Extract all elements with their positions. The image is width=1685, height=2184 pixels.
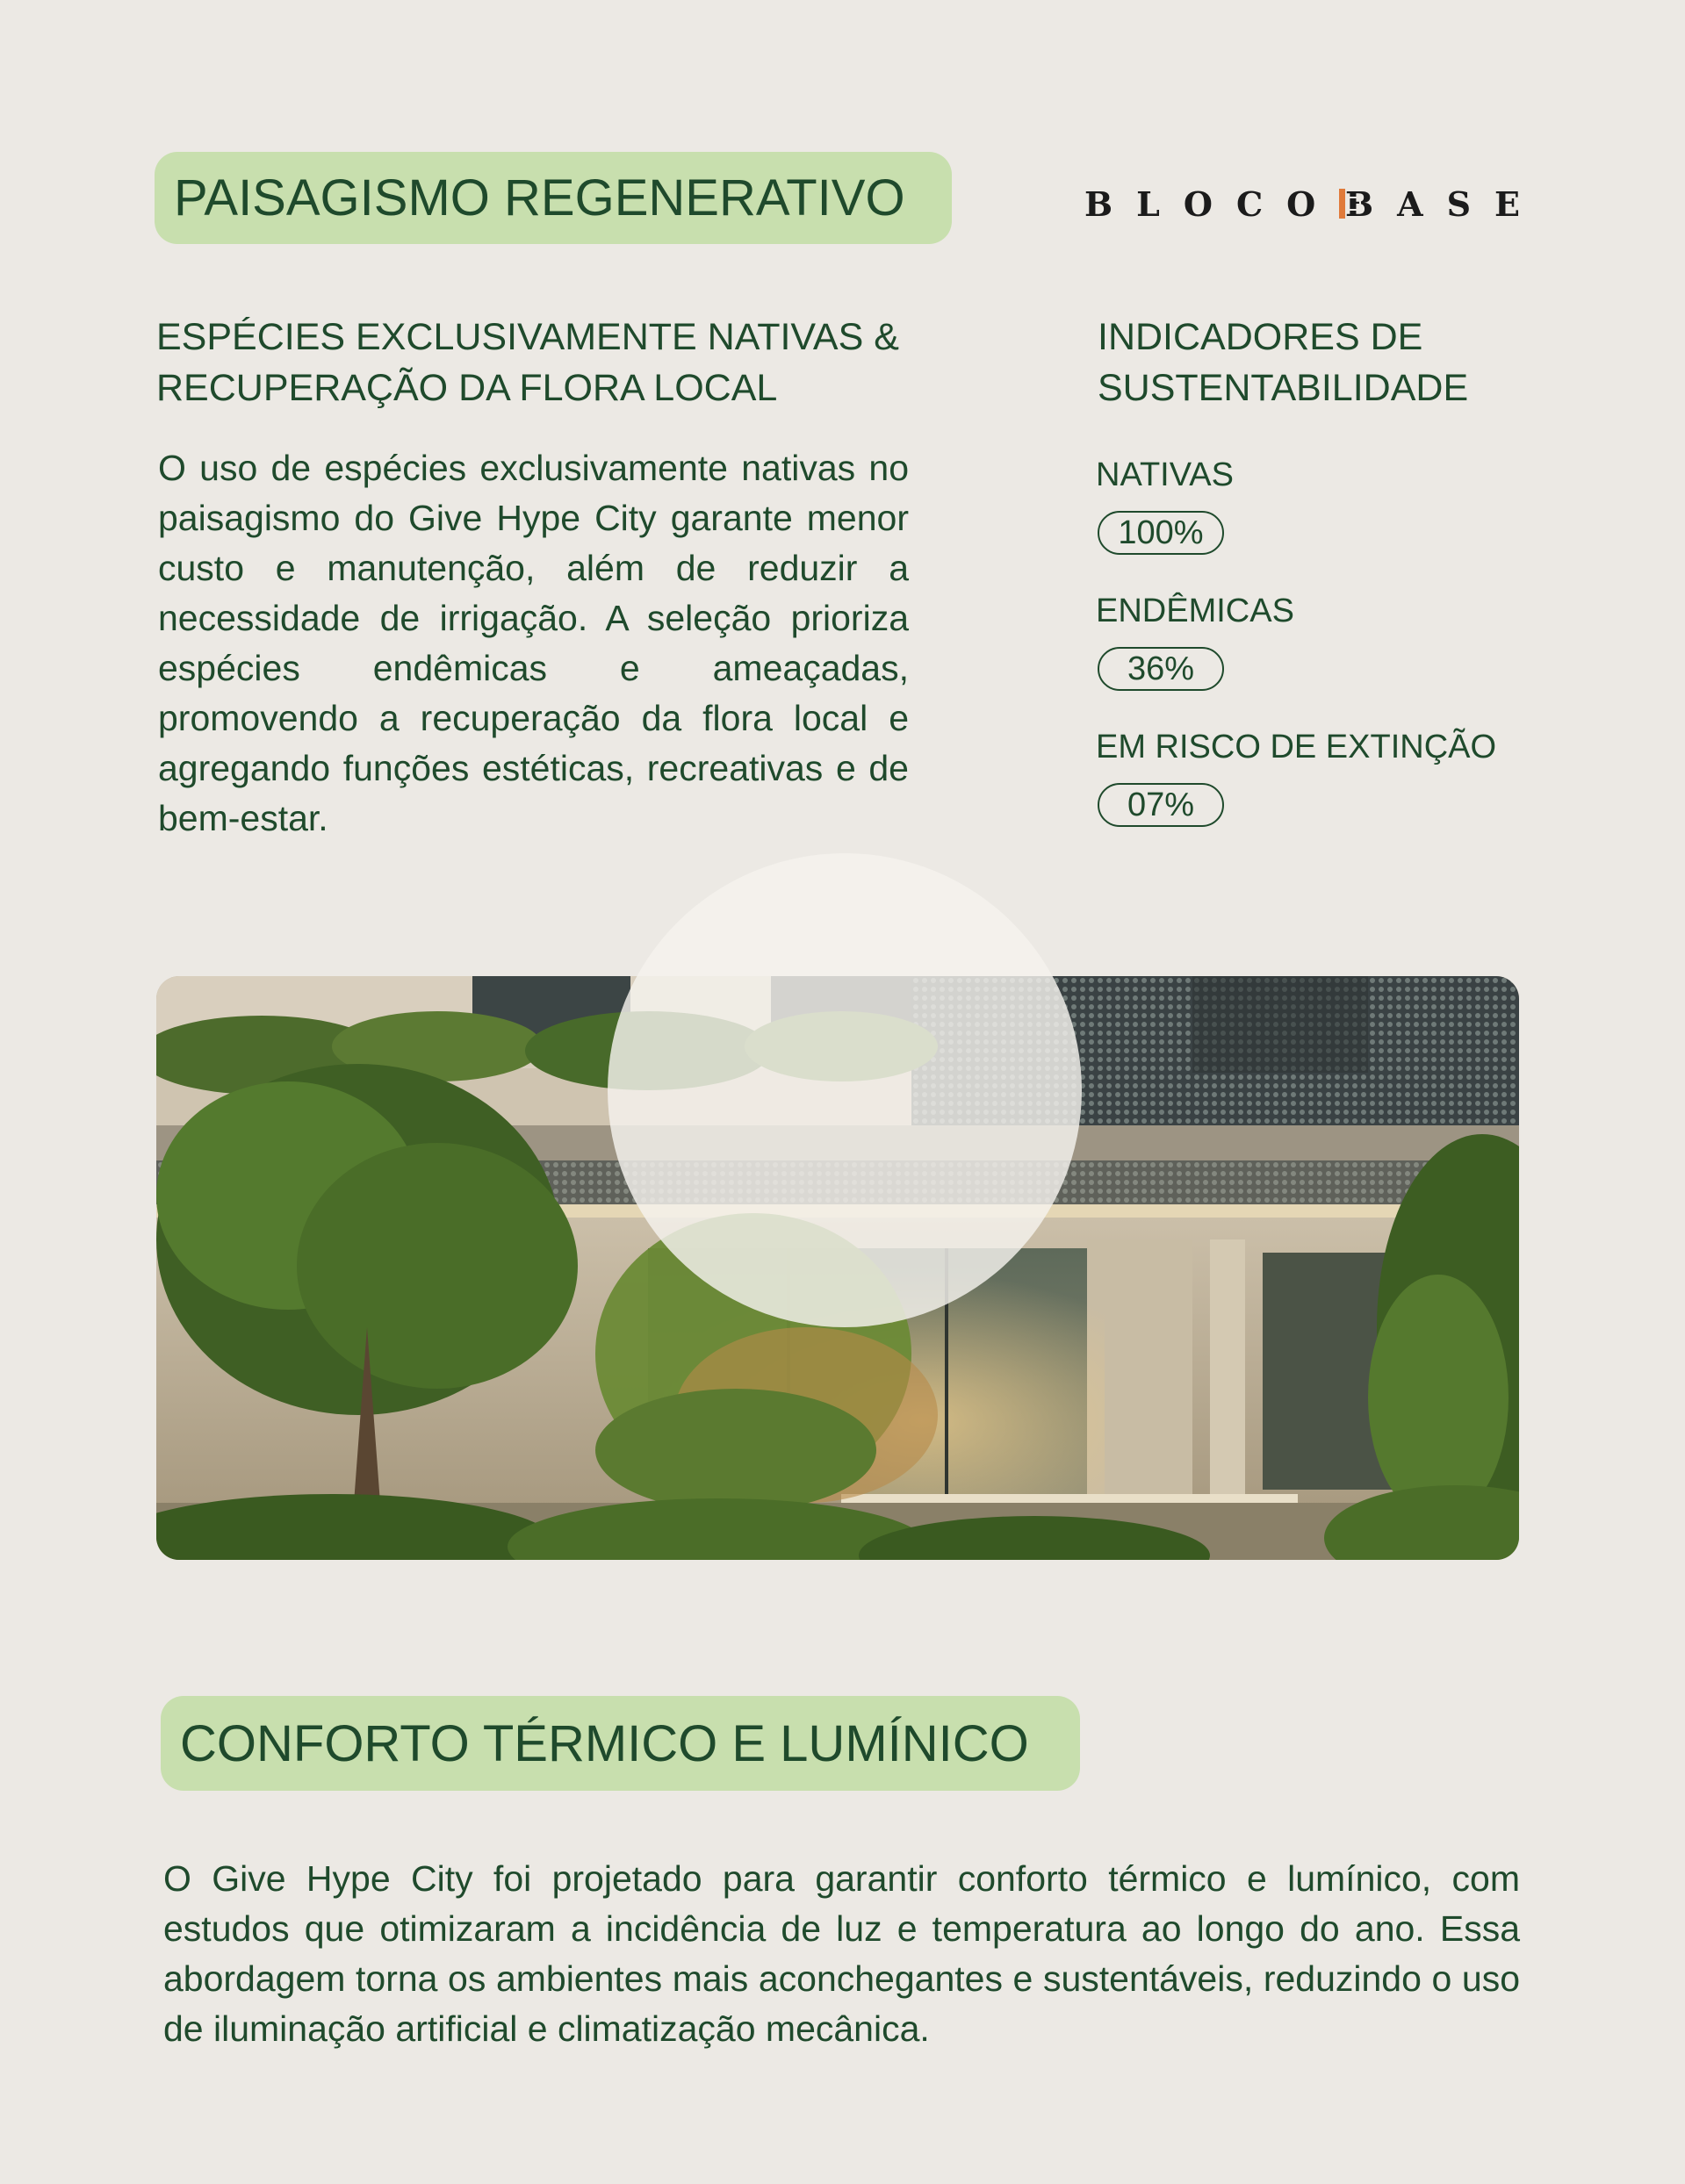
section-title-text: PAISAGISMO REGENERATIVO <box>174 169 905 226</box>
logo-square-icon <box>1339 189 1345 219</box>
indicators-heading: INDICADORES DE SUSTENTABILIDADE <box>1098 316 1469 409</box>
section-title-text: CONFORTO TÉRMICO E LUMÍNICO <box>180 1714 1029 1772</box>
decorative-circle <box>608 853 1082 1327</box>
section-body-text-conforto: O Give Hype City foi projetado para garantir conforto térmico e lumínico, com estudos que otimizaram a incidência de luz e temperatura ao longo do ano. Essa abordagem torna os ambientes mais aconchegantes e sustentáveis, reduzindo o uso de iluminação artificial e climatização mecânica. <box>163 1858 1520 2049</box>
bloco-base-logo <box>1084 183 1544 224</box>
indicator-label-endemicas: ENDÊMICAS <box>1096 593 1294 629</box>
logo-text-left: BLOCO <box>1084 183 1340 224</box>
section-body-text: O uso de espécies exclusivamente nativas no paisagismo do Give Hype City garante menor custo e manutenção, além de reduzir a necessidade de irrigação. A seleção prioriza espécies endêmicas e ameaçadas, promovendo a recuperação da flora local e agregando funções estéticas, recreativas e de bem-estar. <box>158 448 909 838</box>
indicator-value-endemicas: 36% <box>1098 647 1224 691</box>
section-title-paisagismo <box>155 152 952 244</box>
indicator-label-nativas: NATIVAS <box>1096 456 1234 493</box>
indicator-label-risco: EM RISCO DE EXTINÇÃO <box>1096 729 1497 765</box>
indicator-value-risco: 07% <box>1098 783 1224 827</box>
section-title-conforto <box>161 1696 1080 1791</box>
section-subheading: ESPÉCIES EXCLUSIVAMENTE NATIVAS & RECUPERAÇÃO DA FLORA LOCAL <box>156 316 899 409</box>
logo-text-right: BASE <box>1344 183 1544 224</box>
indicator-value-nativas: 100% <box>1098 511 1224 555</box>
